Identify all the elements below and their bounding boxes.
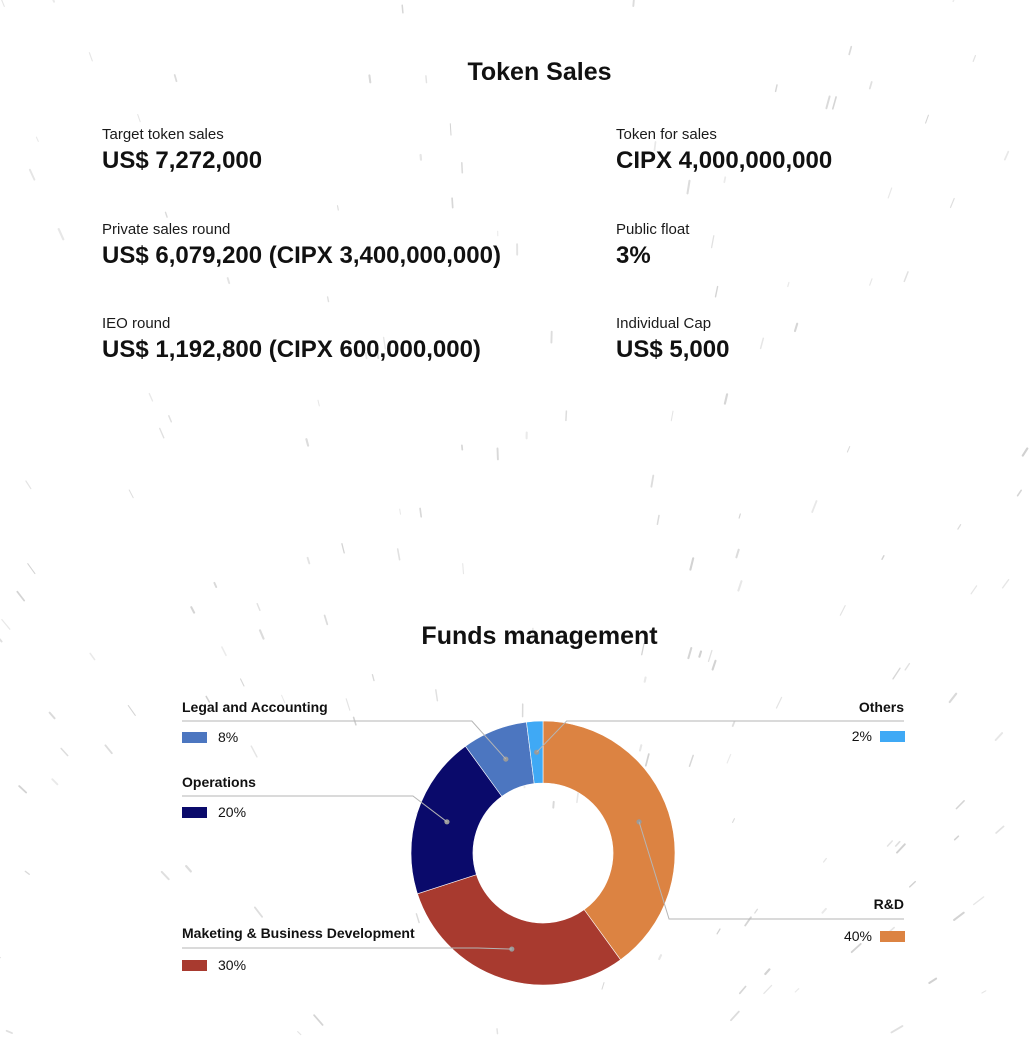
- stat-label: IEO round: [102, 315, 171, 332]
- slice-maketing-business-development: [417, 875, 620, 985]
- token-sales-title: Token Sales: [467, 58, 612, 86]
- category-label-operations: Operations: [182, 774, 256, 790]
- stat-value: US$ 5,000: [616, 336, 730, 363]
- stat-label: Public float: [616, 221, 690, 238]
- stat-value: CIPX 4,000,000,000: [616, 147, 833, 174]
- category-label-legal-and-accounting: Legal and Accounting: [182, 699, 328, 715]
- legend-swatch-r-d: [880, 931, 905, 942]
- category-label-r-d: R&D: [873, 896, 904, 912]
- legend-swatch-maketing-business-development: [182, 960, 207, 971]
- stat-label: Token for sales: [616, 126, 717, 143]
- category-label-others: Others: [858, 699, 904, 715]
- value-label-others: 2%: [851, 728, 872, 744]
- stat-label: Individual Cap: [616, 315, 712, 332]
- stat-label: Target token sales: [102, 126, 224, 143]
- value-label-legal-and-accounting: 8%: [218, 729, 239, 745]
- legend-swatch-operations: [182, 807, 207, 818]
- stat-value: US$ 6,079,200 (CIPX 3,400,000,000): [102, 242, 501, 269]
- legend-swatch-others: [880, 731, 905, 742]
- funds-management-title: Funds management: [421, 622, 658, 650]
- value-label-maketing-business-development: 30%: [218, 957, 247, 973]
- legend-swatch-legal-and-accounting: [182, 732, 207, 743]
- value-label-r-d: 40%: [843, 928, 872, 944]
- stat-label: Private sales round: [102, 221, 231, 238]
- leader-line-r-d: [639, 822, 904, 919]
- category-label-maketing-business-development: Maketing & Business Development: [182, 925, 415, 941]
- value-label-operations: 20%: [218, 804, 247, 820]
- stat-value: US$ 1,192,800 (CIPX 600,000,000): [102, 336, 481, 363]
- stat-value: 3%: [616, 242, 651, 269]
- stat-value: US$ 7,272,000: [102, 147, 263, 174]
